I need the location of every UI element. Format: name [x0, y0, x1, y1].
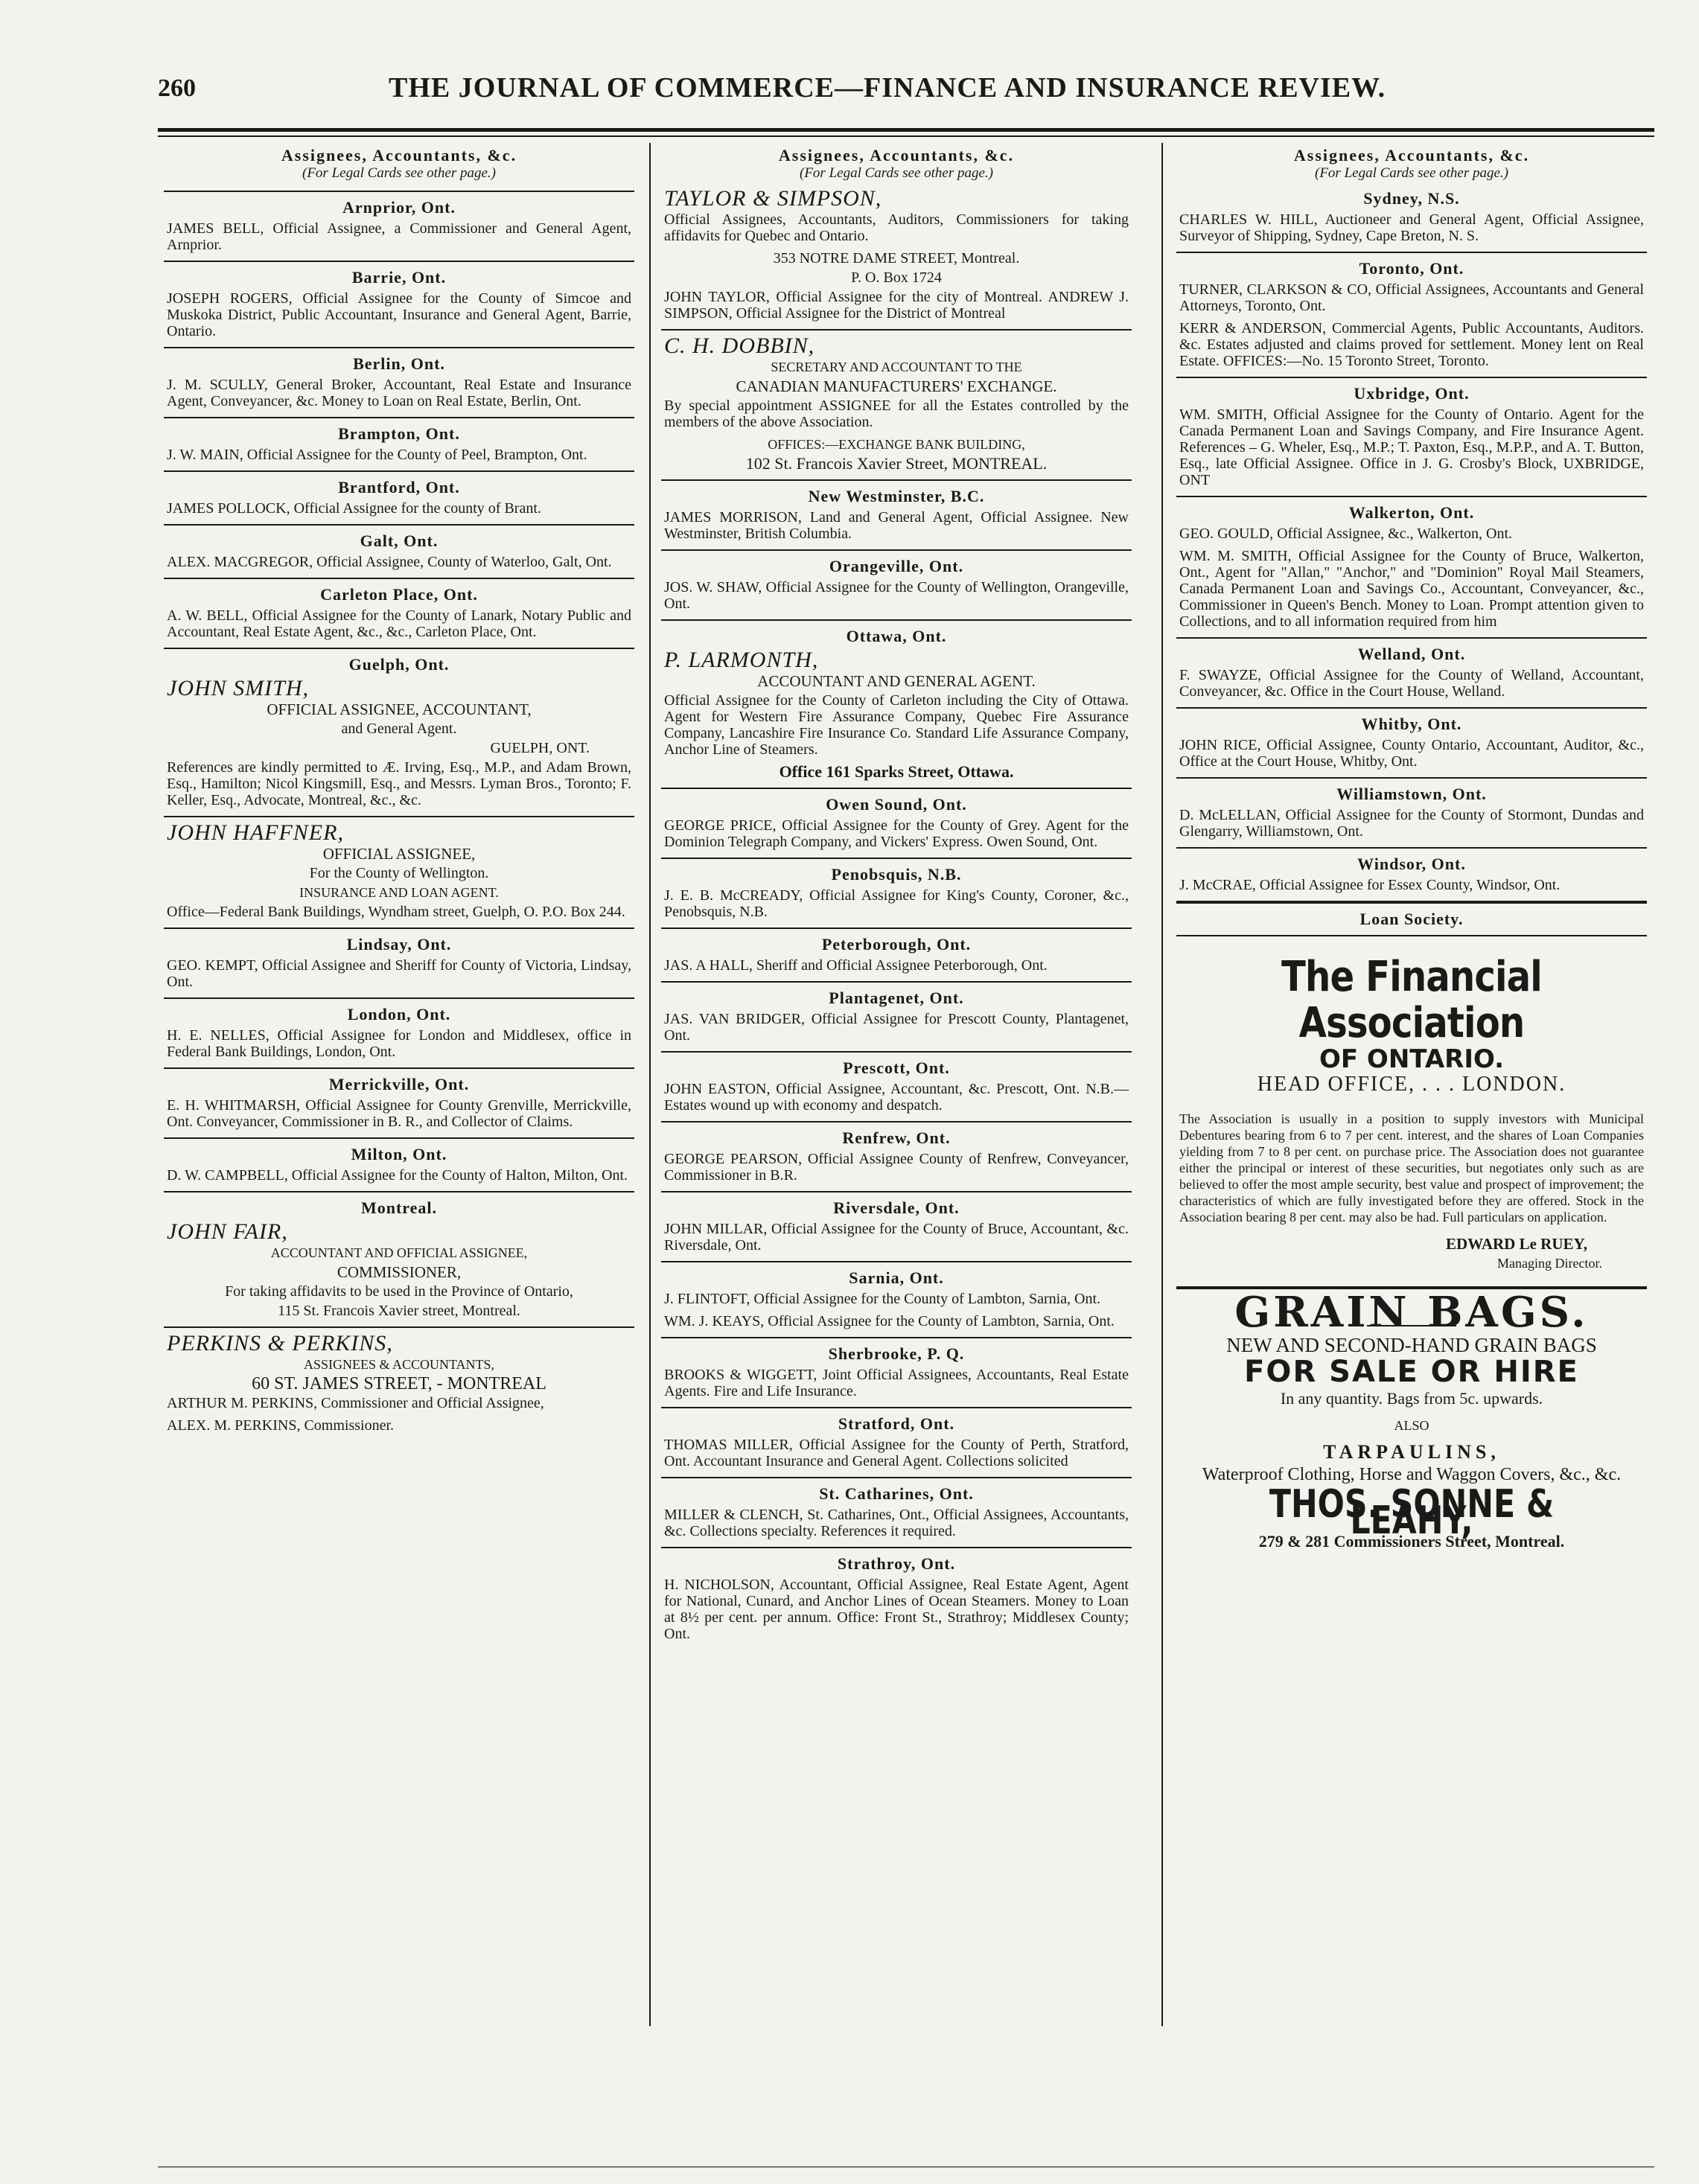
- listing-entry: THOMAS MILLER, Official Assignee for the County of Perth, Stratford, Ont. Accountant Insurance and General Agent. Collections solicited: [664, 1437, 1129, 1469]
- listing-entry: GEO. KEMPT, Official Assignee and Sheriff for County of Victoria, Lindsay, Ont.: [167, 957, 631, 990]
- column-divider: [1161, 143, 1163, 2026]
- section-subheading: (For Legal Cards see other page.): [302, 165, 496, 181]
- advert-title: OFFICIAL ASSIGNEE,: [322, 845, 476, 863]
- listing-entry: J. W. MAIN, Official Assignee for the County of Peel, Brampton, Ont.: [167, 447, 587, 463]
- place-heading: Merrickville, Ont.: [328, 1075, 470, 1093]
- listing-entry: J. McCRAE, Official Assignee for Essex County, Windsor, Ont.: [1179, 877, 1561, 893]
- place-heading: Penobsquis, N.B.: [831, 865, 962, 884]
- listing-entry: JOSEPH ROGERS, Official Assignee for the County of Simcoe and Muskoka District, Public Accountant, Insurance and General Agent, Barrie, Ontario.: [167, 290, 631, 339]
- advert-box: P. O. Box 1724: [851, 269, 942, 286]
- advert-text: By special appointment ASSIGNEE for all the Estates controlled by the members of the above Association.: [664, 397, 1129, 430]
- place-heading: Plantagenet, Ont.: [829, 989, 964, 1007]
- grain-quantity: In any quantity. Bags from 5c. upwards.: [1280, 1389, 1543, 1408]
- place-heading: Orangeville, Ont.: [829, 557, 964, 575]
- advert-line: Official Assignees, Accountants, Auditors, Commissioners for taking affidavits for Quebec and Ontario.: [664, 211, 1129, 244]
- for-sale-banner: FOR SALE OR HIRE: [1244, 1355, 1579, 1389]
- advert-text: JOHN TAYLOR, Official Assignee for the city of Montreal. ANDREW J. SIMPSON, Official Assignee for the District of Montreal: [664, 289, 1129, 322]
- place-heading: Stratford, Ont.: [838, 1414, 955, 1433]
- tarpaulins: TARPAULINS,: [1323, 1441, 1500, 1463]
- place-heading: Carleton Place, Ont.: [320, 585, 478, 604]
- place-heading: Sydney, N.S.: [1363, 189, 1460, 208]
- grain-also: ALSO: [1394, 1418, 1429, 1433]
- rule: [164, 261, 634, 262]
- rule: [164, 1067, 634, 1069]
- page-header: [158, 68, 1549, 113]
- place-heading: Arnprior, Ont.: [342, 198, 456, 217]
- advert-city: GUELPH, ONT.: [490, 740, 590, 756]
- head-office: HEAD OFFICE, . . . LONDON.: [1257, 1073, 1566, 1096]
- listing-entry: JOHN EASTON, Official Assignee, Accountant, &c. Prescott, Ont. N.B.—Estates wound up with economy and despatch.: [664, 1081, 1129, 1114]
- page-number: 260: [158, 74, 196, 102]
- footer-rule: [158, 2166, 1654, 2168]
- listing-entry: JAMES BELL, Official Assignee, a Commissioner and General Agent, Arnprior.: [167, 220, 631, 253]
- rule: [164, 578, 634, 579]
- advert-name: JOHN SMITH,: [167, 676, 309, 700]
- listing-entry: JAMES POLLOCK, Official Assignee for the county of Brant.: [167, 500, 541, 517]
- place-heading: London, Ont.: [347, 1005, 451, 1024]
- place-heading: Brampton, Ont.: [338, 424, 460, 443]
- rule: [1176, 637, 1647, 639]
- advert-name: PERKINS & PERKINS,: [167, 1331, 393, 1356]
- listing-entry: J. M. SCULLY, General Broker, Accountant, Real Estate and Insurance Agent, Conveyancer, &c. Money to Loan on Real Estate, Berlin, Ont.: [167, 377, 631, 409]
- listing-entry: J. E. B. McCREADY, Official Assignee for King's County, Coroner, &c., Penobsquis, N.B.: [664, 887, 1129, 920]
- place-heading: Galt, Ont.: [360, 531, 439, 550]
- advert-name: P. LARMONTH,: [664, 648, 819, 672]
- listing-entry: JOHN RICE, Official Assignee, County Ontario, Accountant, Auditor, &c., Office at the Court House, Whitby, Ont.: [1179, 737, 1644, 770]
- rule: [1176, 777, 1647, 779]
- section-subheading: (For Legal Cards see other page.): [800, 165, 993, 181]
- financial-association-title: The Financial Association: [1281, 953, 1542, 1047]
- header-rule: [158, 128, 1654, 132]
- advert-affidavits: For taking affidavits to be used in the Province of Ontario,: [225, 1283, 573, 1300]
- column-3: [1176, 143, 1647, 2026]
- listing-entry: GEORGE PRICE, Official Assignee for the County of Grey. Agent for the Dominion Telegraph Company, and Vickers' Express. Owen Sound, Ont.: [664, 817, 1129, 850]
- place-heading: Williamstown, Ont.: [1336, 785, 1487, 803]
- place-heading: Prescott, Ont.: [843, 1059, 950, 1077]
- section-subheading: (For Legal Cards see other page.): [1315, 165, 1508, 181]
- rule: [164, 470, 634, 472]
- rule: [1176, 707, 1647, 709]
- rule: [164, 1326, 634, 1328]
- place-heading: Montreal.: [360, 1198, 438, 1217]
- place-heading: Milton, Ont.: [351, 1145, 447, 1163]
- rule: [1176, 935, 1647, 936]
- listing-entry: JAS. VAN BRIDGER, Official Assignee for Prescott County, Plantagenet, Ont.: [664, 1011, 1129, 1044]
- advert-exchange: CANADIAN MANUFACTURERS' EXCHANGE.: [736, 377, 1057, 395]
- rule: [661, 1051, 1132, 1053]
- advert-title: ASSIGNEES & ACCOUNTANTS,: [303, 1357, 495, 1372]
- advert-references: References are kindly permitted to Æ. Irving, Esq., M.P., and Adam Brown, Esq., Hamilton; Nicol Kingsmill, Esq., and Messrs. Lyman Bros., Toronto; F. Keller, Esq., Advocate, Montreal, &c., &c.: [167, 759, 631, 808]
- rule: [164, 191, 634, 192]
- place-heading: Sherbrooke, P. Q.: [828, 1344, 965, 1363]
- advert-subtitle: and General Agent.: [341, 721, 457, 737]
- place-heading: Renfrew, Ont.: [842, 1128, 951, 1147]
- place-heading: Guelph, Ont.: [348, 655, 450, 674]
- rule: [164, 347, 634, 348]
- column-divider: [649, 143, 651, 2026]
- rule: [661, 927, 1132, 929]
- place-heading: Peterborough, Ont.: [821, 935, 972, 954]
- rule: [1176, 847, 1647, 849]
- signature-role: Managing Director.: [1497, 1256, 1602, 1271]
- loan-text: The Association is usually in a position to supply investors with Municipal Debentures bearing from 6 to 7 per cent. interest, and the shares of Loan Companies yielding from 7 to 8 per cent. on purchase price. The Association does not guarantee either the principal or interest of these securities, but negotiates only such as are believed to offer the most ample security, best value and prospect of improvement; the characteristics of which are fully investigated before they are offered. Stock in the Association bearing 8 per cent. may also be had. Full particulars on application.: [1179, 1111, 1644, 1224]
- place-heading: St. Catharines, Ont.: [819, 1484, 974, 1503]
- rule: [661, 1547, 1132, 1548]
- listing-entry: E. H. WHITMARSH, Official Assignee for County Grenville, Merrickville, Ont. Conveyancer, Commissioner in B. R., and Collector of Claims.: [167, 1097, 631, 1130]
- firm-address: 279 & 281 Commissioners Street, Montreal.: [1258, 1532, 1565, 1551]
- rule: [164, 816, 634, 817]
- advert-agent: INSURANCE AND LOAN AGENT.: [299, 885, 499, 900]
- listing-entry: H. NICHOLSON, Accountant, Official Assignee, Real Estate Agent, Agent for National, Cunard, and Anchor Lines of Ocean Steamers. Money to Loan at 8½ per cent. per annum. Office: Front St., Strathroy; Middlesex County; Ont.: [664, 1577, 1129, 1642]
- listing-entry: WM. J. KEAYS, Official Assignee for the County of Lambton, Sarnia, Ont.: [664, 1313, 1115, 1329]
- advert-line: ALEX. M. PERKINS, Commissioner.: [167, 1417, 395, 1434]
- advert-line: ARTHUR M. PERKINS, Commissioner and Official Assignee,: [167, 1395, 544, 1411]
- advert-address: 102 St. Francois Xavier Street, MONTREAL.: [745, 454, 1048, 473]
- rule: [661, 619, 1132, 621]
- listing-entry: WM. M. SMITH, Official Assignee for the County of Bruce, Walkerton, Ont., Agent for "Allan," "Anchor," and "Dominion" Royal Mail Steamers, Canada Permanent Loan and Savings Co., Accountant, Conveyancer, &c., Commissioner in Queen's Bench. Money to Loan. Prompt attention given to Collections, and to all information required from him: [1179, 548, 1644, 630]
- section-heading: Assignees, Accountants, &c.: [778, 146, 1015, 165]
- financial-association-subtitle: OF ONTARIO.: [1319, 1044, 1505, 1074]
- rule: [164, 997, 634, 999]
- rule: [661, 1477, 1132, 1478]
- rule: [1176, 252, 1647, 253]
- advert-title: SECRETARY AND ACCOUNTANT TO THE: [771, 360, 1022, 374]
- grain-bags-title: GRAIN BAGS.: [1234, 1288, 1589, 1337]
- column-2: [661, 143, 1132, 2026]
- rule: [164, 1137, 634, 1139]
- advert-title: ACCOUNTANT AND GENERAL AGENT.: [757, 672, 1036, 690]
- rule: [661, 1261, 1132, 1262]
- advert-address: 353 NOTRE DAME STREET, Montreal.: [773, 250, 1020, 266]
- rule: [661, 858, 1132, 859]
- advert-name: C. H. DOBBIN,: [664, 333, 815, 358]
- rule: [661, 788, 1132, 789]
- place-heading: Brantford, Ont.: [338, 478, 460, 496]
- grain-bags-subtitle: NEW AND SECOND-HAND GRAIN BAGS: [1226, 1334, 1597, 1356]
- column-1: [164, 143, 634, 2026]
- advert-offices: OFFICES:—EXCHANGE BANK BUILDING,: [768, 437, 1025, 452]
- advert-office: Office 161 Sparks Street, Ottawa.: [779, 762, 1014, 781]
- advert-title: OFFICIAL ASSIGNEE, ACCOUNTANT,: [267, 700, 532, 718]
- rule: [661, 981, 1132, 983]
- grain-desc: Waterproof Clothing, Horse and Waggon Covers, &c., &c.: [1202, 1465, 1622, 1484]
- advert-commissioner: COMMISSIONER,: [337, 1263, 462, 1281]
- advert-text: Official Assignee for the County of Carleton including the City of Ottawa. Agent for Western Fire Assurance Company, Quebec Fire Assurance Company, Lancashire Fire Insurance Co. Standard Life Assurance Company, Anchor Line of Steamers.: [664, 692, 1129, 758]
- rule: [661, 1337, 1132, 1338]
- rule: [1176, 901, 1647, 904]
- rule: [164, 524, 634, 526]
- advert-address: 60 ST. JAMES STREET, - MONTREAL: [252, 1374, 546, 1393]
- place-heading: Windsor, Ont.: [1357, 855, 1466, 873]
- place-heading: Barrie, Ont.: [351, 268, 447, 287]
- rule: [661, 1191, 1132, 1192]
- signature: EDWARD Le RUEY,: [1446, 1235, 1587, 1253]
- place-heading: Ottawa, Ont.: [846, 627, 947, 645]
- listing-entry: JOS. W. SHAW, Official Assignee for the County of Wellington, Orangeville, Ont.: [664, 579, 1129, 612]
- advert-name: JOHN HAFFNER,: [167, 820, 344, 845]
- place-heading: Walkerton, Ont.: [1348, 503, 1475, 522]
- rule: [661, 329, 1132, 331]
- rule: [661, 1121, 1132, 1123]
- listing-entry: BROOKS & WIGGETT, Joint Official Assignees, Accountants, Real Estate Agents. Fire and Life Insurance.: [664, 1367, 1129, 1399]
- listing-entry: ALEX. MACGREGOR, Official Assignee, County of Waterloo, Galt, Ont.: [167, 554, 612, 570]
- place-heading: Welland, Ont.: [1357, 645, 1466, 663]
- listing-entry: CHARLES W. HILL, Auctioneer and General Agent, Official Assignee, Surveyor of Shipping, Sydney, Cape Breton, N. S.: [1179, 211, 1644, 244]
- listing-entry: D. McLELLAN, Official Assignee for the County of Stormont, Dundas and Glengarry, Williamstown, Ont.: [1179, 807, 1644, 840]
- advert-name: TAYLOR & SIMPSON,: [664, 186, 882, 211]
- rule: [164, 1191, 634, 1192]
- loan-heading: Loan Society.: [1359, 910, 1464, 928]
- listing-entry: KERR & ANDERSON, Commercial Agents, Public Accountants, Auditors. &c. Estates adjusted and claims proved for settlement. Money lent on Real Estate. OFFICES:—No. 15 Toronto Street, Toronto.: [1179, 320, 1644, 369]
- place-heading: Riversdale, Ont.: [833, 1198, 960, 1217]
- listing-entry: A. W. BELL, Official Assignee for the County of Lanark, Notary Public and Accountant, Real Estate Agent, &c., &c., Carleton Place, Ont.: [167, 607, 631, 640]
- place-heading: Sarnia, Ont.: [849, 1268, 944, 1287]
- place-heading: Lindsay, Ont.: [346, 935, 452, 954]
- place-heading: Toronto, Ont.: [1359, 259, 1464, 278]
- firm-name: THOS. SONNE & LEAHY,: [1269, 1482, 1555, 1543]
- listing-entry: JAS. A HALL, Sheriff and Official Assignee Peterborough, Ont.: [664, 957, 1048, 974]
- advert-address: 115 St. Francois Xavier street, Montreal.: [278, 1303, 520, 1319]
- rule: [661, 549, 1132, 551]
- listing-entry: WM. SMITH, Official Assignee for the County of Ontario. Agent for the Canada Permanent Loan and Savings Company, and Fire Insurance Agent. References – G. Wheler, Esq., M.P.; T. Paxton, Esq., M.P.P., and A. T. Button, Esq., late Official Assignee. Office in J. G. Crosby's Block, UXBRIDGE, ONT: [1179, 406, 1644, 488]
- listing-entry: JAMES MORRISON, Land and General Agent, Official Assignee. New Westminster, British Columbia.: [664, 509, 1129, 542]
- advert-office: Office—Federal Bank Buildings, Wyndham street, Guelph, O. P.O. Box 244.: [167, 904, 625, 920]
- advert-title: ACCOUNTANT AND OFFICIAL ASSIGNEE,: [270, 1245, 528, 1260]
- place-heading: Berlin, Ont.: [353, 354, 445, 373]
- page-title: THE JOURNAL OF COMMERCE—FINANCE AND INSURANCE REVIEW.: [389, 72, 1386, 103]
- rule: [1176, 496, 1647, 497]
- place-heading: Owen Sound, Ont.: [826, 795, 967, 814]
- listing-entry: TURNER, CLARKSON & CO, Official Assignees, Accountants and General Attorneys, Toronto, Ont.: [1179, 281, 1644, 314]
- rule: [164, 927, 634, 929]
- place-heading: New Westminster, B.C.: [808, 487, 985, 505]
- listing-entry: GEORGE PEARSON, Official Assignee County of Renfrew, Conveyancer, Commissioner in B.R.: [664, 1151, 1129, 1184]
- advert-county: For the County of Wellington.: [309, 865, 489, 881]
- listing-entry: GEO. GOULD, Official Assignee, &c., Walkerton, Ont.: [1179, 526, 1513, 542]
- listing-entry: J. FLINTOFT, Official Assignee for the County of Lambton, Sarnia, Ont.: [664, 1291, 1101, 1307]
- place-heading: Uxbridge, Ont.: [1354, 384, 1470, 403]
- listing-entry: JOHN MILLAR, Official Assignee for the County of Bruce, Accountant, &c. Riversdale, Ont.: [664, 1221, 1129, 1254]
- rule: [661, 1407, 1132, 1408]
- listing-entry: F. SWAYZE, Official Assignee for the County of Welland, Accountant, Conveyancer, &c. Office in the Court House, Welland.: [1179, 667, 1644, 700]
- rule: [1176, 377, 1647, 378]
- listing-entry: D. W. CAMPBELL, Official Assignee for the County of Halton, Milton, Ont.: [167, 1167, 628, 1184]
- rule: [164, 648, 634, 649]
- place-heading: Strathroy, Ont.: [837, 1554, 956, 1573]
- rule: [164, 417, 634, 418]
- section-heading: Assignees, Accountants, &c.: [1293, 146, 1530, 165]
- place-heading: Whitby, Ont.: [1361, 715, 1462, 733]
- rule: [661, 479, 1132, 481]
- section-heading: Assignees, Accountants, &c.: [281, 146, 517, 165]
- listing-entry: H. E. NELLES, Official Assignee for London and Middlesex, office in Federal Bank Buildings, London, Ont.: [167, 1027, 631, 1060]
- header-rule-thin: [158, 135, 1654, 137]
- listing-entry: MILLER & CLENCH, St. Catharines, Ont., Official Assignees, Accountants, &c. Collections specialty. References it required.: [664, 1507, 1129, 1539]
- advert-name: JOHN FAIR,: [167, 1219, 288, 1244]
